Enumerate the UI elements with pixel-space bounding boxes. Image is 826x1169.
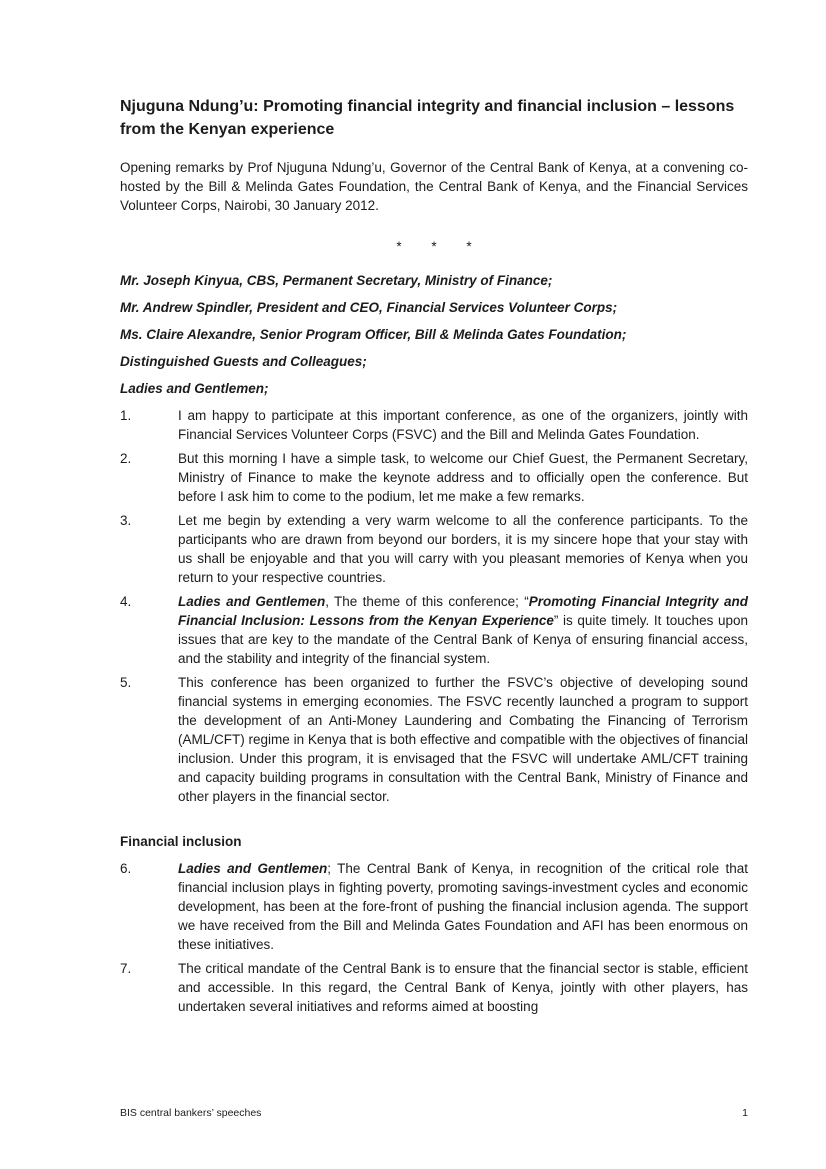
- paragraph-number: 2.: [120, 451, 132, 466]
- numbered-paragraph: [120, 406, 748, 444]
- text-segment: Let me begin by extending a very warm welcome to all the conference participants. To the participants who are drawn from beyond our borders, it is my sincere hope that your stay with us shall be enjoyable and that you will carry with you pleasant memories of Kenya when you return to your respective countries.: [178, 513, 748, 585]
- footer-publication-label: BIS central bankers’ speeches: [120, 1107, 262, 1119]
- paragraph-number: 4.: [120, 594, 132, 609]
- salutation-line: Mr. Joseph Kinyua, CBS, Permanent Secretary, Ministry of Finance;: [120, 273, 553, 288]
- text-segment: , The theme of this conference; “: [325, 594, 529, 609]
- paragraph-number: 6.: [120, 861, 132, 876]
- text-segment-emphasis: Ladies and Gentlemen: [178, 861, 328, 876]
- page-number: 1: [742, 1107, 748, 1119]
- text-segment: ; The Central Bank of Kenya, in recognition of the critical role that financial inclusion plays in fighting poverty, promoting savings-investment cycles and economic development, has been at the fore-front of pushing the financial inclusion agenda. The support we have received from the Bill and Melinda Gates Foundation and AFI has been enormous on these initiatives.: [178, 861, 748, 952]
- paragraph-text: [178, 959, 748, 1016]
- paragraph-number: 7.: [120, 961, 132, 976]
- paragraph-text: [178, 406, 748, 444]
- numbered-paragraph: [120, 959, 748, 1016]
- document-content: [120, 95, 748, 1021]
- paragraph-number: 1.: [120, 408, 132, 423]
- numbered-paragraph: [120, 859, 748, 954]
- paragraph-text: [178, 859, 748, 954]
- paragraph-number: 3.: [120, 513, 132, 528]
- paragraph-number: 5.: [120, 675, 132, 690]
- paragraph-text: [178, 449, 748, 506]
- text-segment: This conference has been organized to further the FSVC’s objective of developing sound financial systems in emerging economies. The FSVC recently launched a program to support the development of an Anti-Money Laundering and Combating the Financing of Terrorism (AML/CFT) regime in Kenya that is both effective and compatible with the objectives of financial inclusion. Under this program, it is envisaged that the FSVC will undertake AML/CFT training and capacity building programs in consultation with the Central Bank, Ministry of Finance and other players in the financial sector.: [178, 675, 748, 804]
- page-footer: [120, 1106, 748, 1120]
- conference-theme-quote: Promoting Financial Integrity and Financial Inclusion: Lessons from the Kenyan Experience: [178, 594, 748, 628]
- numbered-paragraph: [120, 449, 748, 506]
- asterisk-separator: * * *: [396, 239, 472, 254]
- text-segment: ” is quite timely. It touches upon issues that are key to the mandate of the Central Bank of Kenya of ensuring financial access, and the stability and integrity of the financial system.: [178, 613, 748, 666]
- paragraph-text: [178, 511, 748, 587]
- numbered-paragraph: [120, 592, 748, 668]
- paragraph-text: [178, 592, 748, 668]
- numbered-paragraph: [120, 511, 748, 587]
- text-segment-emphasis: Ladies and Gentlemen: [178, 594, 326, 609]
- text-segment: But this morning I have a simple task, to welcome our Chief Guest, the Permanent Secretary, Ministry of Finance to make the keynote address and to officially open the conference. But before I ask him to come to the podium, let me make a few remarks.: [178, 451, 748, 504]
- salutation-line: Distinguished Guests and Colleagues;: [120, 354, 367, 369]
- salutation-line: Ms. Claire Alexandre, Senior Program Officer, Bill & Melinda Gates Foundation;: [120, 327, 627, 342]
- salutation-line: Mr. Andrew Spindler, President and CEO, Financial Services Volunteer Corps;: [120, 300, 618, 315]
- section-heading-financial-inclusion: Financial inclusion: [120, 834, 242, 849]
- text-segment: The critical mandate of the Central Bank is to ensure that the financial sector is stable, efficient and accessible. In this regard, the Central Bank of Kenya, jointly with other players, has undertaken several initiatives and reforms aimed at boosting: [178, 961, 748, 1014]
- salutations-block: [120, 271, 748, 398]
- document-title: Njuguna Ndung’u: Promoting financial integrity and financial inclusion – lessons from the Kenyan experience: [120, 98, 735, 138]
- paragraph-text: [178, 673, 748, 806]
- salutation-line: Ladies and Gentlemen;: [120, 381, 269, 396]
- intro-paragraph: Opening remarks by Prof Njuguna Ndung’u, Governor of the Central Bank of Kenya, at a convening co-hosted by the Bill & Melinda Gates Foundation, the Central Bank of Kenya, and the Financial Services Volunteer Corps, Nairobi, 30 January 2012.: [120, 160, 748, 213]
- numbered-paragraph: [120, 673, 748, 806]
- text-segment: I am happy to participate at this important conference, as one of the organizers, jointly with Financial Services Volunteer Corps (FSVC) and the Bill and Melinda Gates Foundation.: [178, 408, 748, 442]
